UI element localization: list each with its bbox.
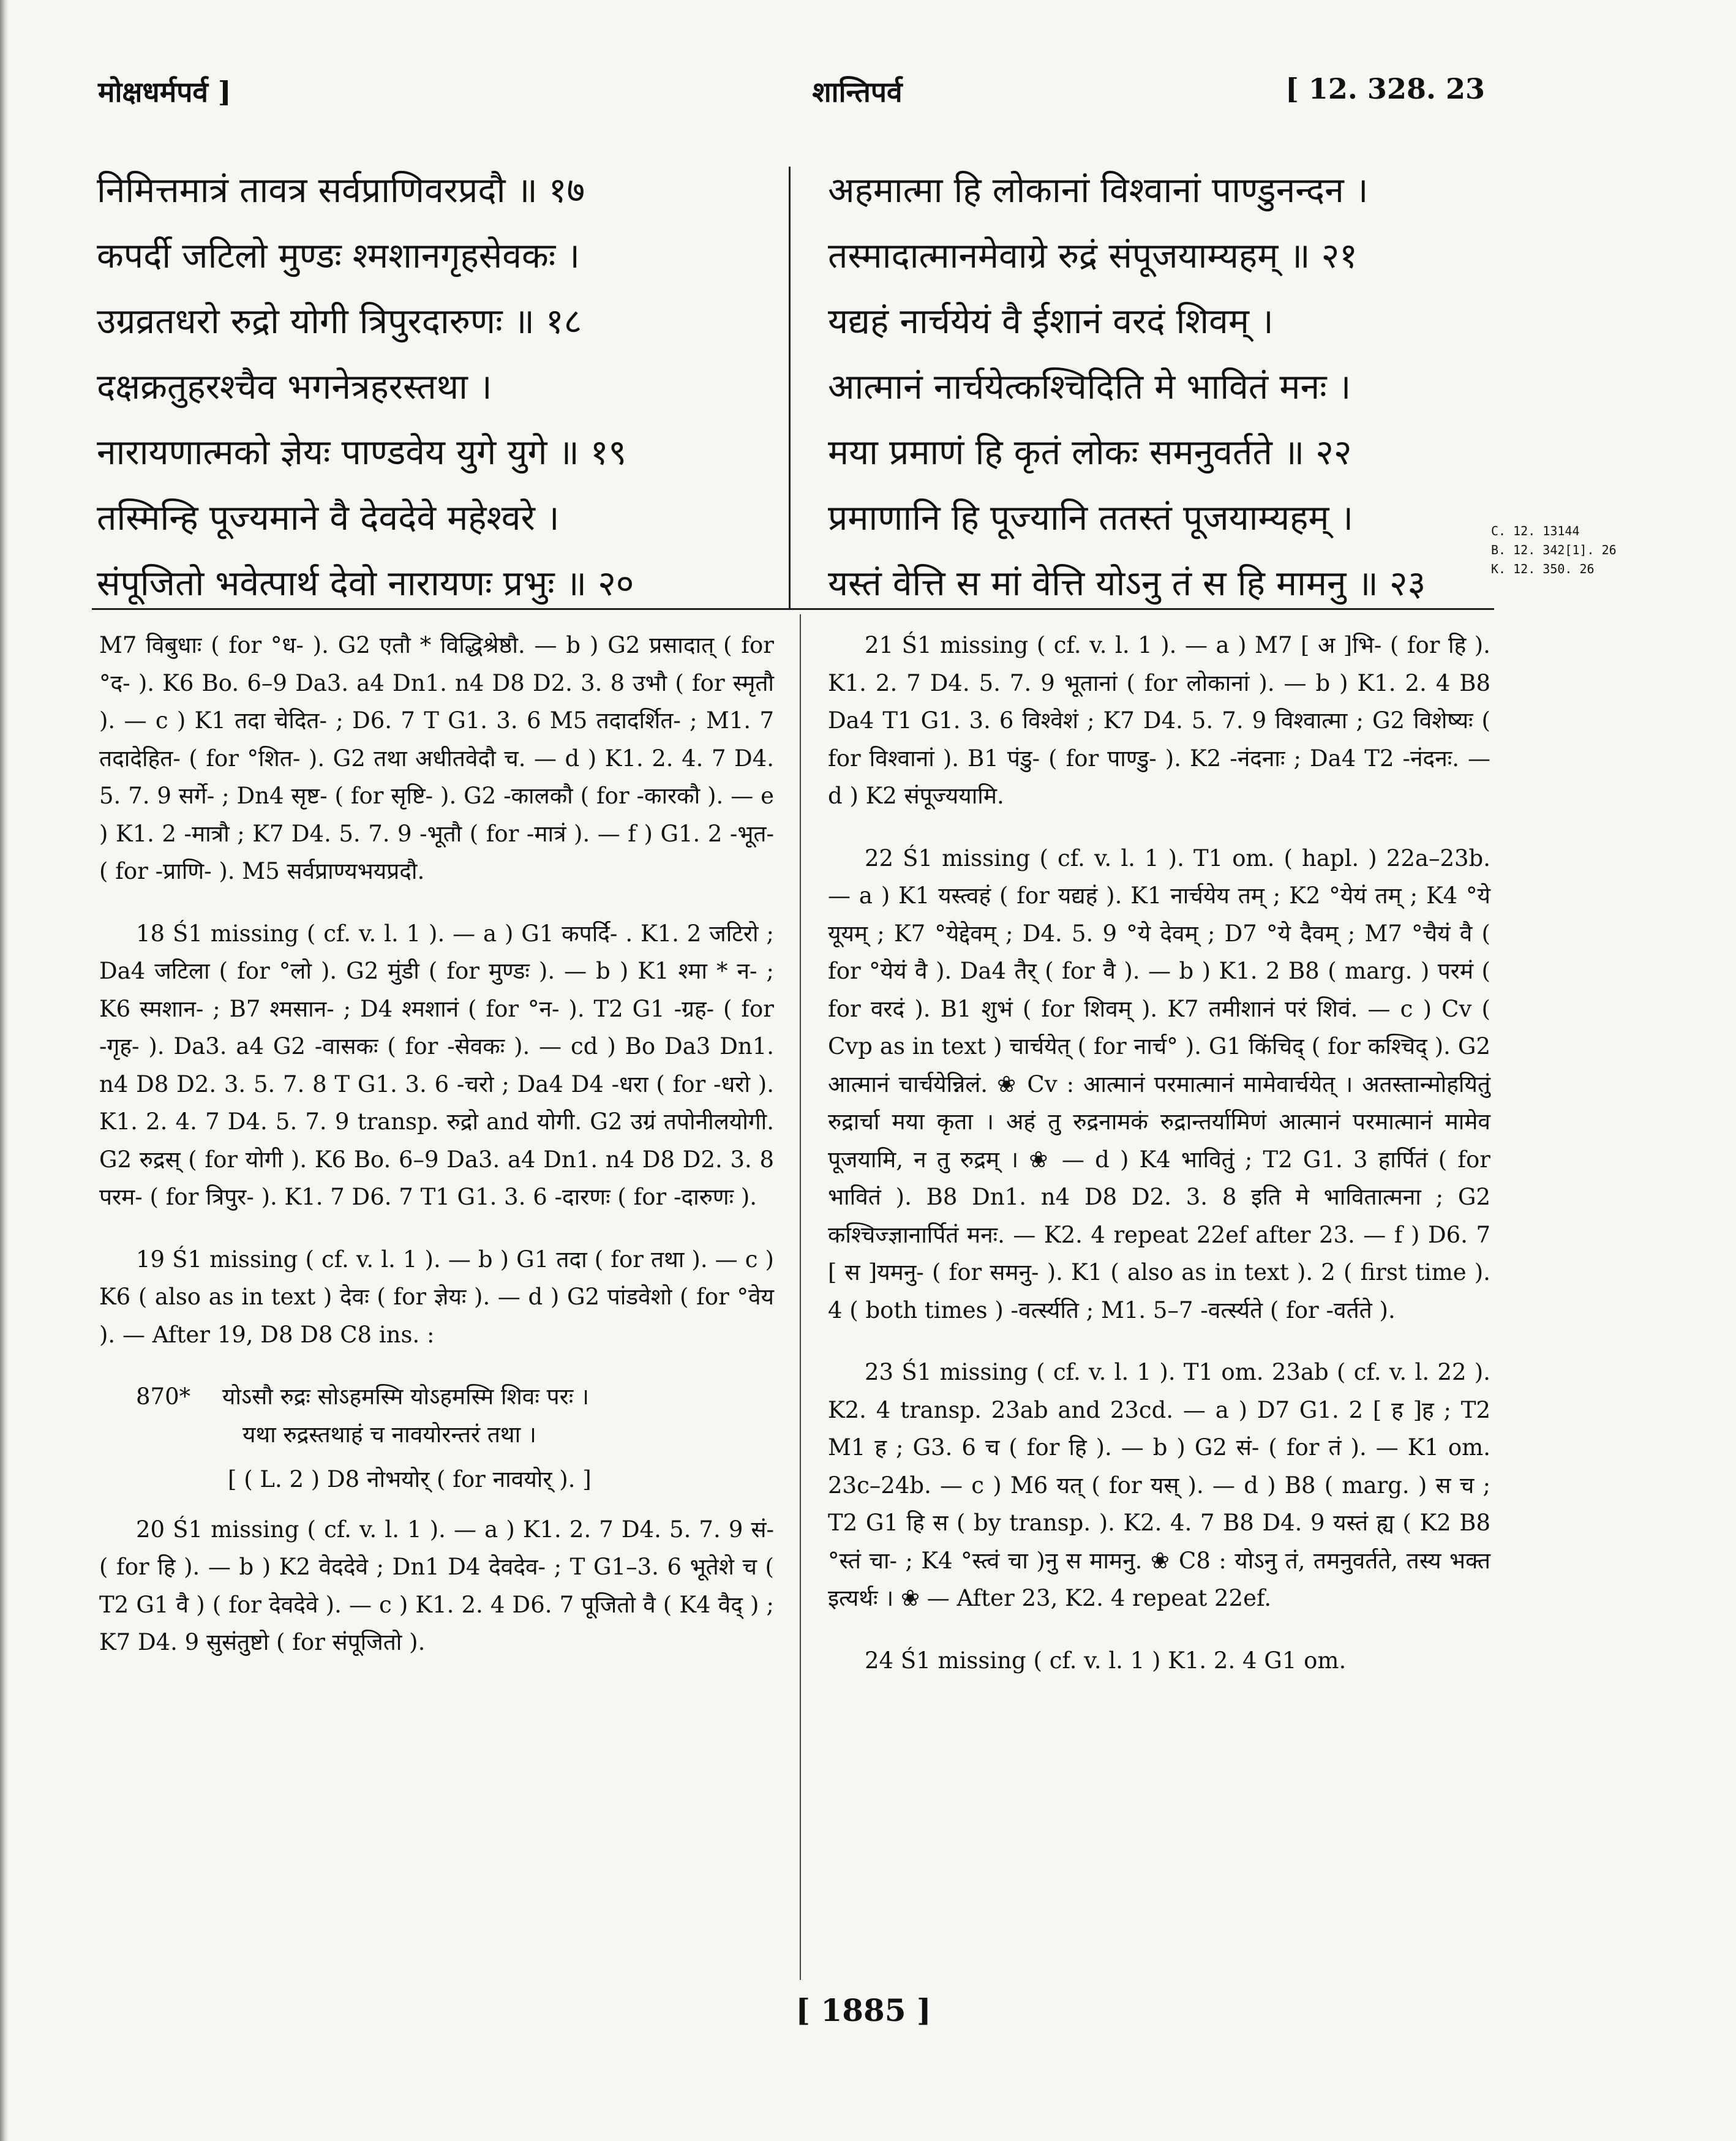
note-verse-21: 21 Ś1 missing ( cf. v. l. 1 ). — a ) M7 [ अ ]भि- ( for हि ). K1. 2. 7 D4. 5. 7. 9 भूतानां ( for लोकानां ). — b ) K1. 2. 4 B8 Da4 T1 G1. 3. 6 विश्वेशं ; K7 D4. 5. 7. 9 विश्वात्मा ; G2 विशेष्यः ( for विश्वानां ). B1 पंडु- ( for पाण्डु- ). K2 -नंदनाः ; Da4 T2 -नंदनः. — d ) K2 संपूज्ययामि. xyxy=(828,632,1490,809)
critical-apparatus-left xyxy=(99,626,774,1686)
note-verse-18: 18 Ś1 missing ( cf. v. l. 1 ). — a ) G1 कपर्दि- . K1. 2 जटिरो ; Da4 जटिला ( for °लो ). G2 मुंडी ( for मुण्डः ). — b ) K1 श्मा * न- ; K6 स्मशान- ; B7 श्मसान- ; D4 श्मशानं ( for °न- ). T2 G1 -ग्रह- ( for -गृह- ). Da3. a4 G2 -वासकः ( for -सेवकः ). — cd ) Bo Da3 Dn1. n4 D8 D2. 3. 5. 7. 8 T G1. 3. 6 -चरो ; Da4 D4 -धरा ( for -धरो ). K1. 2. 4. 7 D4. 5. 7. 9 transp. रुद्रो and योगी. G2 उग्रं तपोनीलयोगी. G2 रुद्रस् ( for योगी ). K6 Bo. 6–9 Da3. a4 Dn1. n4 D8 D2. 3. 8 परम- ( for त्रिपुर- ). K1. 7 D6. 7 T1 G1. 3. 6 -दारणः ( for -दारुणः ). xyxy=(99,920,774,1210)
note-verse-22: 22 Ś1 missing ( cf. v. l. 1 ). T1 om. ( hapl. ) 22a–23b. — a ) K1 यस्त्वहं ( for यद्यहं ). K1 नार्चयेय तम् ; K2 °येयं तम् ; K4 °ये यूयम् ; K7 °येद्देवम् ; D4. 5. 9 °ये देवम् ; D7 °ये दैवम् ; M7 °चैयं वै ( for °येयं वै ). Da4 तैर् ( for वै ). — b ) K1. 2 B8 ( marg. ) परमं ( for वरदं ). B1 शुभं ( for शिवम् ). K7 तमीशानं परं शिवं. — c ) Cv ( Cvp as in text ) चार्चयेत् ( for नार्च° ). G1 किंचिद् ( for कश्चिद् ). G2 आत्मानं चार्चयेन्निलं. ❀ Cv : आत्मानं परमात्मानं मामेवार्चयेत् । अतस्तान्मोहयितुं रुद्रार्चा मया कृता । अहं तु रुद्रनामकं रुद्रान्तर्यामिणं आत्मानं परमात्मानं मामेव पूजयामि, न तु रुद्रम् । ❀ — d ) K4 भावितुं ; T2 G1. 3 हार्पितं ( for भावितं ). B8 Dn1. n4 D8 D2. 3. 8 इति मे भावितात्मना ; G2 कश्चिज्ज्ञानार्पितं मनः. — K2. 4 repeat 22ef after 23. — f ) D6. 7 [ स ]यमनु- ( for समनु- ). K1 ( also as in text ). 2 ( first time ). 4 ( both times ) -वर्त्स्यति ; M1. 5–7 -वर्त्स्यते ( for -वर्तते ). xyxy=(828,845,1490,1323)
verse-line: आत्मानं नार्चयेत्कश्चिदिति मे भावितं मनः । xyxy=(828,367,1351,407)
column-divider xyxy=(789,167,791,609)
running-head-left: मोक्षधर्मपर्व ] xyxy=(98,75,231,108)
verse-line: यद्यहं नार्चयेयं वै ईशानं वरदं शिवम् । xyxy=(828,301,1274,342)
verse-line: तस्मिन्हि पूज्यमाने वै देवदेवे महेश्वरे । xyxy=(97,498,560,538)
concordance-kumbhakonam: K. 12. 350. 26 xyxy=(1491,562,1595,576)
verse-line: दक्षक्रतुहरश्चैव भगनेत्रहरस्तथा । xyxy=(97,367,492,407)
note-verse-19: 19 Ś1 missing ( cf. v. l. 1 ). — b ) G1 तदा ( for तथा ). — c ) K6 ( also as in text ) देवः ( for ज्ञेयः ). — d ) G2 पांडवेशो ( for °वेय ). — After 19, D8 D8 C8 ins. : xyxy=(99,1246,774,1348)
verse-line: अहमात्मा हि लोकानां विश्वानां पाण्डुनन्दन । xyxy=(828,170,1369,211)
insertion-number: 870* xyxy=(136,1383,191,1410)
note-verse-23: 23 Ś1 missing ( cf. v. l. 1 ). T1 om. 23ab ( cf. v. l. 22 ). K2. 4 transp. 23ab and 23cd. — a ) D7 G1. 2 [ ह ]ह ; T2 M1 ह ; G3. 6 च ( for हि ). — b ) G2 सं- ( for तं ). — K1 om. 23c–24b. — c ) M6 यत् ( for यस् ). — d ) B8 ( marg. ) स च ; T2 G1 हि स ( by transp. ). K2. 4. 7 B8 D4. 9 यस्तं ह्य ( K2 B8 °स्तं चा- ; K4 °स्त्वं चा )नु स मामनु. ❀ C8 : योऽनु तं, तमनुवर्तते, तस्य भक्त इत्यर्थः । ❀ — After 23, K2. 4 repeat 22ef. xyxy=(828,1359,1490,1611)
verse-line: मया प्रमाणं हि कृतं लोकः समनुवर्तते ॥ २२ xyxy=(828,432,1352,473)
note-verse-20: 20 Ś1 missing ( cf. v. l. 1 ). — a ) K1. 2. 7 D4. 5. 7. 9 सं- ( for हि ). — b ) K2 वेददेवे ; Dn1 D4 देवदेव- ; T G1–3. 6 भूतेशे च ( T2 G1 वै ) ( for देवदेवे ). — c ) K1. 2. 4 D6. 7 पूजितो वै ( K4 वैद् ) ; K7 D4. 9 सुसंतुष्टो ( for संपूजितो ). xyxy=(99,1516,774,1655)
verse-line: यस्तं वेत्ति स मां वेत्ति योऽनु तं स हि मामनु ॥ २३ xyxy=(828,563,1426,604)
note-verse-17: M7 विबुधाः ( for °ध- ). G2 एतौ * विद्धिश्रेष्ठौ. — b ) G2 प्रसादात् ( for °द- ). K6 Bo. 6–9 Da3. a4 Dn1. n4 D8 D2. 3. 8 उभौ ( for स्मृतौ ). — c ) K1 तदा चेदित- ; D6. 7 T G1. 3. 6 M5 तदादर्शित- ; M1. 7 तदादेहित- ( for °शित- ). G2 तथा अधीतवेदौ च. — d ) K1. 2. 4. 7 D4. 5. 7. 9 सर्गे- ; Dn4 सृष्ट- ( for सृष्टि- ). G2 -कालकौ ( for -कारकौ ). — e ) K1. 2 -मात्रौ ; K7 D4. 5. 7. 9 -भूतौ ( for -मात्रं ). — f ) G1. 2 -भूत- ( for -प्राणि- ). M5 सर्वप्राण्यभयप्रदौ. xyxy=(99,632,774,884)
verse-line: कपर्दी जटिलो मुण्डः श्मशानगृहसेवकः । xyxy=(97,236,580,276)
concordance-references xyxy=(1491,522,1617,579)
note-verse-24: 24 Ś1 missing ( cf. v. l. 1 ) K1. 2. 4 G1 om. xyxy=(865,1647,1347,1674)
concordance-bombay: B. 12. 342[1]. 26 xyxy=(1491,543,1617,557)
critical-apparatus-right xyxy=(828,626,1490,1704)
verse-line: उग्रव्रतधरो रुद्रो योगी त्रिपुरदारुणः ॥ १८ xyxy=(97,301,582,342)
verse-line: संपूजितो भवेत्पार्थ देवो नारायणः प्रभुः ॥ २० xyxy=(97,563,634,604)
insertion-passage xyxy=(99,1378,774,1416)
running-head-center: शान्तिपर्व xyxy=(812,75,903,108)
insertion-line-2: यथा रुद्रस्तथाहं च नावयोरन्तरं तथा । xyxy=(242,1421,536,1448)
apparatus-column-divider xyxy=(800,614,801,1980)
page-number: [ 1885 ] xyxy=(795,1992,931,2028)
verse-line: प्रमाणानि हि पूज्यानि ततस्तं पूजयाम्यहम् । xyxy=(828,498,1354,538)
apparatus-separator xyxy=(92,608,1494,610)
verse-line: नारायणात्मको ज्ञेयः पाण्डवेय युगे युगे ॥ १९ xyxy=(97,432,627,473)
verse-line: निमित्तमात्रं तावत्र सर्वप्राणिवरप्रदौ ॥ १७ xyxy=(97,170,585,211)
verse-column-right xyxy=(828,158,1489,617)
insertion-note: [ ( L. 2 ) D8 नोभयोर् ( for नावयोर् ). ] xyxy=(228,1466,592,1492)
verse-column-left xyxy=(97,158,783,617)
scan-edge xyxy=(0,0,9,2141)
insertion-line-1: योऽसौ रुद्रः सोऽहमस्मि योऽहमस्मि शिवः परः । xyxy=(222,1383,590,1410)
verse-line: तस्मादात्मानमेवाग्रे रुद्रं संपूजयाम्यहम् ॥ २१ xyxy=(828,236,1358,276)
running-head-right: [ 12. 328. 23 xyxy=(1285,72,1485,105)
concordance-calcutta: C. 12. 13144 xyxy=(1491,524,1580,538)
